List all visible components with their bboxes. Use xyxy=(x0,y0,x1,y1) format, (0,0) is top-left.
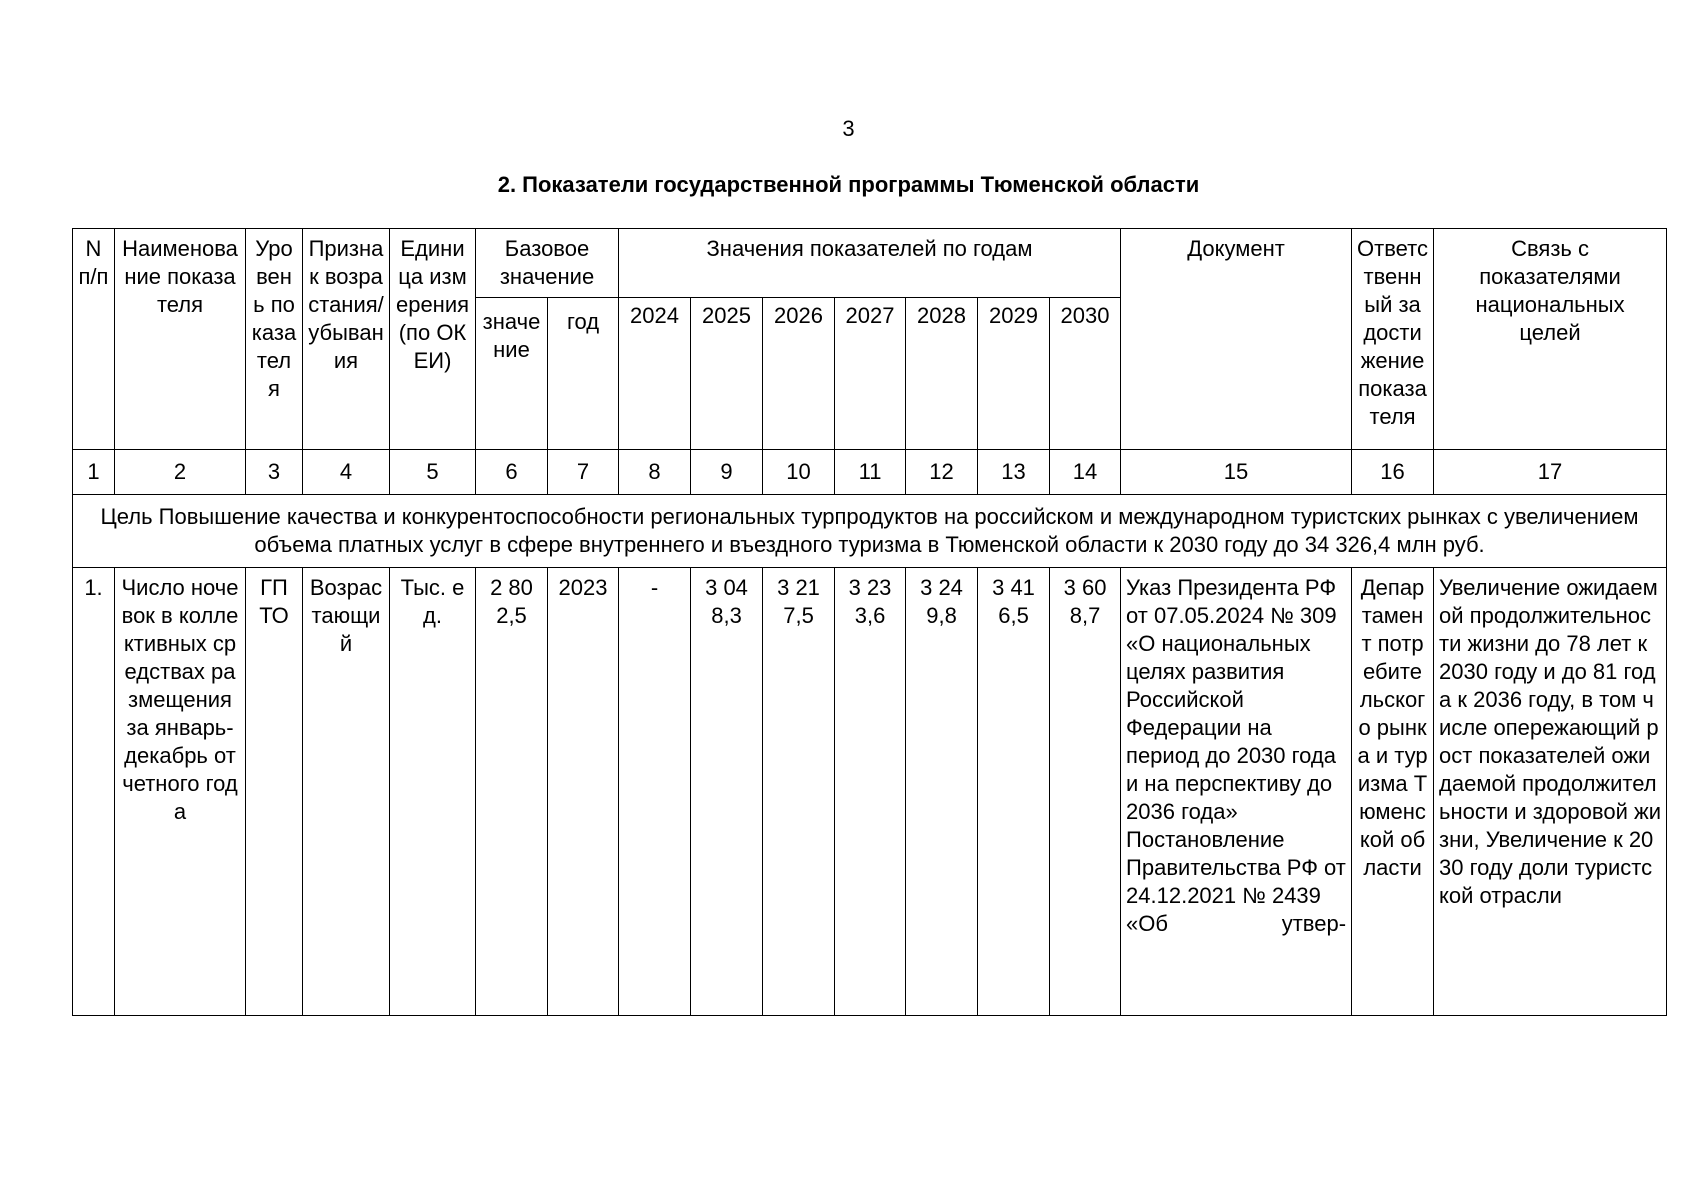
row-document-cell xyxy=(1121,568,1352,1016)
column-number: 8 xyxy=(619,450,691,495)
column-number: 17 xyxy=(1434,450,1667,495)
row-base-year: 2023 xyxy=(548,568,619,1016)
row-num: 1. xyxy=(73,568,115,1016)
column-number: 11 xyxy=(835,450,906,495)
row-value-2029: 3 416,5 xyxy=(978,568,1050,1016)
header-trend: Признак возрастания/ убывания xyxy=(303,229,390,450)
header-year-2027: 2027 xyxy=(835,298,906,450)
header-unit: Единица измерения (по ОКЕИ) xyxy=(390,229,476,450)
row-value-2028: 3 249,8 xyxy=(906,568,978,1016)
column-number: 4 xyxy=(303,450,390,495)
column-number: 13 xyxy=(978,450,1050,495)
column-number: 5 xyxy=(390,450,476,495)
header-year-2025: 2025 xyxy=(691,298,763,450)
row-unit: Тыс. ед. xyxy=(390,568,476,1016)
header-name: Наименование показателя xyxy=(115,229,246,450)
goal-text: Цель Повышение качества и конкурентоспособности региональных турпродуктов на российском и международном туристских рынках с увеличением объема платных услуг в сфере внутреннего и въездного туризма в Тюменской области к 2030 году до 34 326,4 млн руб. xyxy=(73,495,1667,568)
page-number: 3 xyxy=(842,116,855,141)
column-number: 6 xyxy=(476,450,548,495)
column-number: 2 xyxy=(115,450,246,495)
column-number: 7 xyxy=(548,450,619,495)
header-year-2029: 2029 xyxy=(978,298,1050,450)
column-numbers-row xyxy=(73,450,1667,495)
row-value-2024: - xyxy=(619,568,691,1016)
header-row-1 xyxy=(73,229,1667,298)
row-trend: Возрастающий xyxy=(303,568,390,1016)
header-year-2026: 2026 xyxy=(763,298,835,450)
row-level: ГП ТО xyxy=(246,568,303,1016)
column-number: 12 xyxy=(906,450,978,495)
header-level: Уровень показателя xyxy=(246,229,303,450)
row-responsible: Департамент потребительского рынка и туризма Тюменской области xyxy=(1352,568,1434,1016)
row-value-2026: 3 217,5 xyxy=(763,568,835,1016)
row-base-value: 2 802,5 xyxy=(476,568,548,1016)
header-year-2030: 2030 xyxy=(1050,298,1121,450)
column-number: 16 xyxy=(1352,450,1434,495)
column-number: 15 xyxy=(1121,450,1352,495)
header-document: Документ xyxy=(1121,229,1352,450)
row-value-2030: 3 608,7 xyxy=(1050,568,1121,1016)
page-title: 2. Показатели государственной программы Тюменской области xyxy=(497,172,1200,197)
column-number: 1 xyxy=(73,450,115,495)
column-number: 3 xyxy=(246,450,303,495)
row-document: Указ Президента РФ от 07.05.2024 № 309 «О национальных целях развития Российской Федерации на период до 2030 года и на перспективу до 2036 года» Постановление Правительства РФ от 24.12.2021 № 2439 xyxy=(1126,575,1346,908)
column-number: 9 xyxy=(691,450,763,495)
header-base-value: значение xyxy=(476,298,548,450)
header-year-2024: 2024 xyxy=(619,298,691,450)
header-base-group: Базовое значение xyxy=(476,229,619,298)
row-value-2027: 3 233,6 xyxy=(835,568,906,1016)
indicators-table xyxy=(72,228,1667,1016)
header-num: N п/п xyxy=(73,229,115,450)
column-number: 14 xyxy=(1050,450,1121,495)
header-years-group: Значения показателей по годам xyxy=(619,229,1121,298)
row-value-2025: 3 048,3 xyxy=(691,568,763,1016)
table-row xyxy=(73,568,1667,1016)
column-number: 10 xyxy=(763,450,835,495)
header-year-2028: 2028 xyxy=(906,298,978,450)
goal-row xyxy=(73,495,1667,568)
header-responsible: Ответственный за достижение показателя xyxy=(1352,229,1434,450)
header-national-goals: Связь с показателями национальных целей xyxy=(1434,229,1667,450)
row-national-goals: Увеличение ожидаемой продолжительности жизни до 78 лет к 2030 году и до 81 года к 2036 году, в том числе опережающий рост показателей ожидаемой продолжительности и здоровой жизни, Увеличение к 2030 году доли туристской отрасли xyxy=(1434,568,1667,1016)
row-indicator-name: Число ночевок в коллективных средствах размещения за январь-декабрь отчетного года xyxy=(115,568,246,1016)
header-base-year: год xyxy=(548,298,619,450)
row-document-tail: «Об утвер- xyxy=(1126,911,1347,936)
